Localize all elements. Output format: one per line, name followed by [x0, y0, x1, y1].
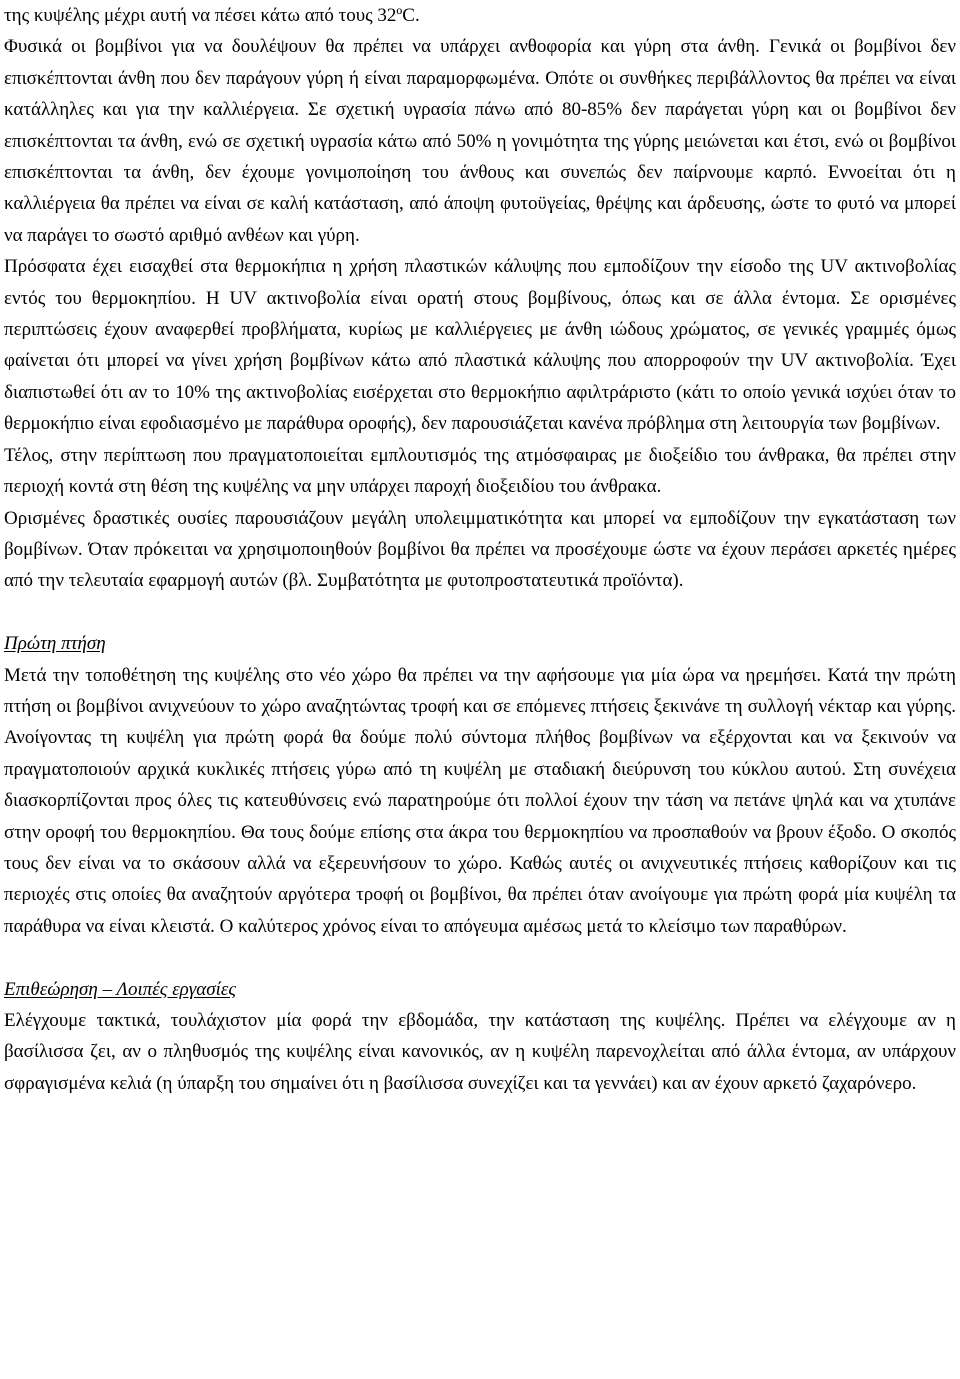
section-spacer [4, 942, 956, 973]
paragraph-inspection: Ελέγχουμε τακτικά, τουλάχιστον μία φορά την εβδομάδα, την κατάσταση της κυψέλης. Πρέπει να ελέγχουμε αν η βασίλισσα ζει, αν ο πληθυσμός της κυψέλης είναι κανονικός, αν η κυψέλη παρενοχλείται από άλλα έντομα, αν υπάρχουν σφραγισμένα κελιά (η ύπαρξη του σημαίνει ότι η βασίλισσα συνεχίζει και τα γεννάει) και αν έχουν αρκετό ζαχαρόνερο. [4, 1009, 956, 1094]
paragraph-co2-enrichment: Τέλος, στην περίπτωση που πραγματοποιείται εμπλουτισμός της ατμόσφαιρας με διοξείδιο του άνθρακα, θα πρέπει στην περιοχή κοντά στη θέση της κυψέλης να μην υπάρχει παροχή διοξειδίου του άνθρακα. [4, 444, 956, 498]
paragraph-uv-radiation: Πρόσφατα έχει εισαχθεί στα θερμοκήπια η χρήση πλαστικών κάλυψης που εμποδίζουν την είσοδο της UV ακτινοβολίας εντός του θερμοκηπίου. Η UV ακτινοβολία είναι ορατή στους βομβίνους, όπως και σε άλλα έντομα. Σε ορισμένες περιπτώσεις έχουν αναφερθεί προβλήματα, κυρίως με καλλιέργειες με άνθη ιώδους χρώματος, σε γενικές γραμμές όμως φαίνεται ότι μπορεί να γίνει χρήση βομβίνων κάτω από πλαστικά κάλυψης που απορροφούν την UV ακτινοβολία. Έχει διαπιστωθεί ότι αν το 10% της ακτινοβολίας εισέρχεται στο θερμοκήπιο αφιλτράριστο (κάτι το οποίο γενικά ισχύει όταν το θερμοκήπιο είναι εφοδιασμένο με παράθυρα οροφής), δεν παρουσιάζεται κανένα πρόβλημα στη λειτουργία των βομβίνων. [4, 256, 956, 435]
heading-inspection: Επιθεώρηση – Λοιπές εργασίες [4, 978, 237, 1000]
paragraph-flowering-conditions: Φυσικά οι βομβίνοι για να δουλέψουν θα πρέπει να υπάρχει ανθοφορία και γύρη στα άνθη. Γενικά οι βομβίνοι δεν επισκέπτονται άνθη που δεν παράγουν γύρη ή είναι παραμορφωμένα. Οπότε οι συνθήκες περιβάλλοντος θα πρέπει να είναι κατάλληλες και για την καλλιέργεια. Σε σχετική υγρασία πάνω από 80-85% δεν παράγεται γύρη και οι βομβίνοι δεν επισκέπτονται τα άνθη, ενώ σε σχετική υγρασία κάτω από 50% η γονιμότητα της γύρης μειώνεται και έτσι, ενώ οι βομβίνοι επισκέπτονται τα άνθη, δεν έχουμε γονιμοποίηση του άνθους και συνεπώς δεν παίρνουμε καρπό. Εννοείται ότι η καλλιέργεια θα πρέπει να είναι σε καλή κατάσταση, από άποψη φυτοϋγείας, θρέψης και άρδευσης, ώστε το φυτό να μπορεί να παράγει το σωστό αριθμό ανθέων και γύρη. [4, 36, 956, 246]
document-page [4, 0, 956, 1099]
paragraph-first-flight: Μετά την τοποθέτηση της κυψέλης στο νέο χώρο θα πρέπει να την αφήσουμε για μία ώρα να ηρεμήσει. Κατά την πρώτη πτήση οι βομβίνοι ανιχνεύουν το χώρο αναζητώντας τροφή και σε επόμενες πτήσεις ξεκινάνε τη συλλογή νέκταρ και γύρης. Ανοίγοντας τη κυψέλη για πρώτη φορά θα δούμε πολύ σύντομα πλήθος βομβίνων να εξέρχονται και να ξεκινούν να πραγματοποιούν αρχικά κυκλικές πτήσεις γύρω από τη κυψέλη με σταδιακή διεύρυνση του κύκλου αυτού. Στη συνέχεια διασκορπίζονται προς όλες τις κατευθύνσεις ενώ παρατηρούμε ότι πολλοί έχουν την τάση να πετάνε ψηλά και να χτυπάνε στην οροφή του θερμοκηπίου. Θα τους δούμε επίσης στα άκρα του θερμοκηπίου να προσπαθούν να βρουν έξοδο. Ο σκοπός τους δεν είναι να το σκάσουν αλλά να εξερευνήσουν το χώρο. Καθώς αυτές οι ανιχνευτικές πτήσεις καθορίζουν και τις περιοχές στις οποίες θα αναζητούν αργότερα τροφή οι βομβίνοι, θα πρέπει όταν ανοίγουμε για πρώτη φορά μία κυψέλη τα παράθυρα να είναι κλειστά. Ο καλύτερος χρόνος είναι το απόγευμα αμέσως μετά το κλείσιμο των παραθύρων. [4, 664, 956, 937]
paragraph-pesticide-residues: Ορισμένες δραστικές ουσίες παρουσιάζουν μεγάλη υπολειμματικότητα και μπορεί να εμποδίζουν την εγκατάσταση των βομβίνων. Όταν πρόκειται να χρησιμοποιηθούν βομβίνοι θα πρέπει να προσέχουμε ώστε να έχουν περάσει αρκετές ημέρες από την τελευταία εφαρμογή αυτών (βλ. Συμβατότητα με φυτοπροστατευτικά προϊόντα). [4, 507, 956, 592]
heading-first-flight: Πρώτη πτήση [4, 633, 106, 655]
paragraph-temperature-end: της κυψέλης μέχρι αυτή να πέσει κάτω από τους 32ºC. [4, 5, 420, 26]
section-spacer [4, 597, 956, 628]
